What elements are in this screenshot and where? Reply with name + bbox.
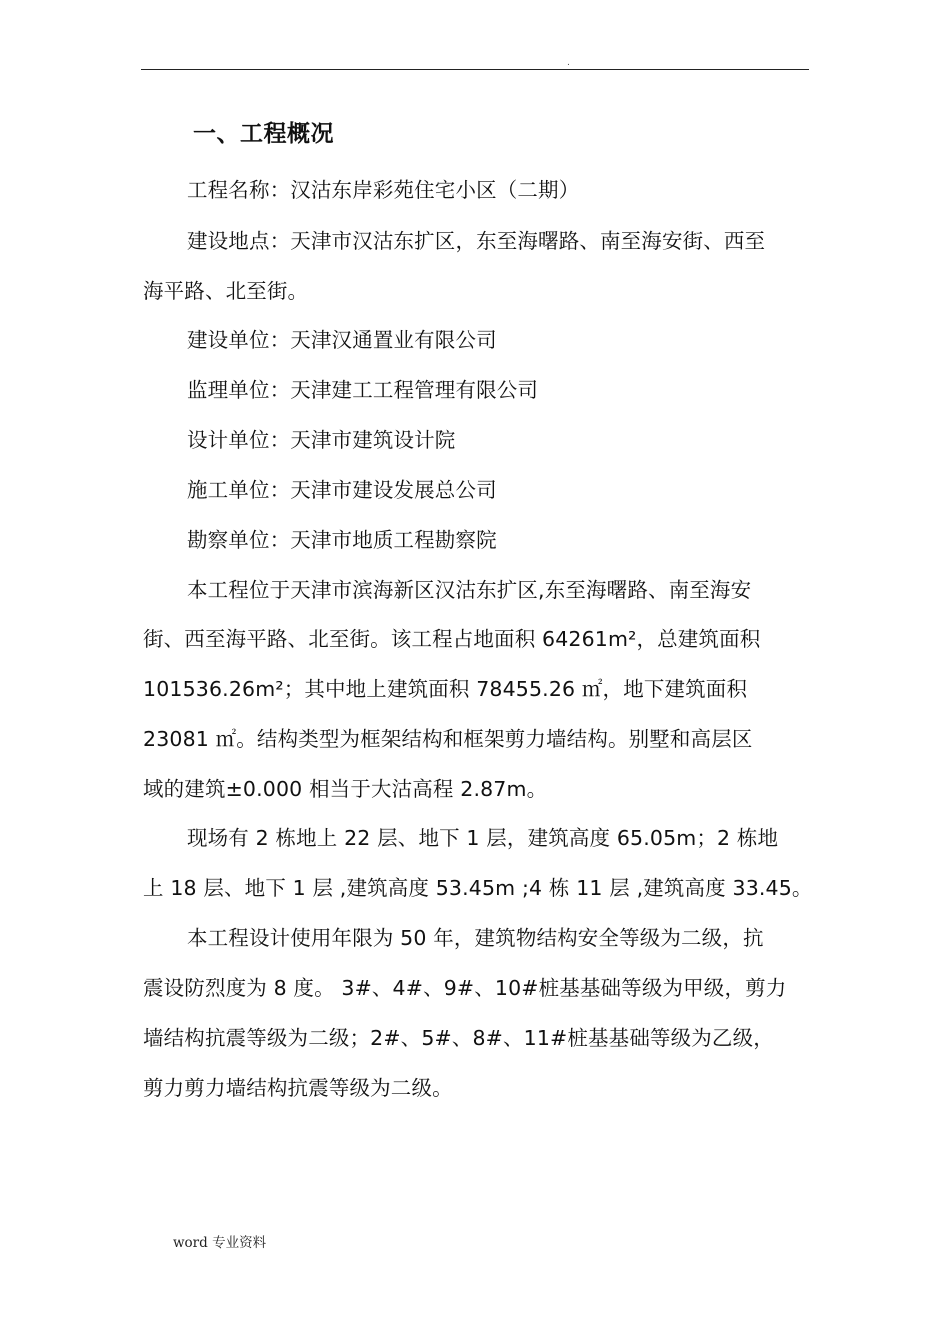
overview-paragraph-line: 街、西至海平路、北至街。该工程占地面积 64261m²，总建筑面积 <box>143 627 761 651</box>
header-mark: . <box>567 58 570 68</box>
section-title: 一、工程概况 <box>193 121 334 147</box>
surveyor-line: 勘察单位：天津市地质工程勘察院 <box>187 528 497 552</box>
project-name-line: 工程名称：汉沽东岸彩苑住宅小区（二期） <box>187 178 580 202</box>
designer-line: 设计单位：天津市建筑设计院 <box>187 428 456 452</box>
overview-paragraph-line: 本工程位于天津市滨海新区汉沽东扩区,东至海曙路、南至海安 <box>187 578 752 602</box>
design-paragraph-line: 震设防烈度为 8 度。 3#、4#、9#、10#桩基基础等级为甲级，剪力 <box>143 976 787 1000</box>
overview-paragraph-line: 23081 ㎡。结构类型为框架结构和框架剪力墙结构。别墅和高层区 <box>143 727 753 751</box>
contractor-line: 施工单位：天津市建设发展总公司 <box>187 478 497 502</box>
header-rule <box>141 69 809 70</box>
site-location-line: 建设地点：天津市汉沽东扩区，东至海曙路、南至海安街、西至 <box>187 229 766 253</box>
developer-line: 建设单位：天津汉通置业有限公司 <box>187 328 497 352</box>
design-paragraph-line: 剪力剪力墙结构抗震等级为二级。 <box>143 1076 453 1100</box>
site-location-line-cont: 海平路、北至街。 <box>143 279 309 303</box>
design-paragraph-line: 本工程设计使用年限为 50 年，建筑物结构安全等级为二级，抗 <box>187 926 764 950</box>
page-footer: word 专业资料 <box>173 1235 267 1251</box>
buildings-paragraph-line: 现场有 2 栋地上 22 层、地下 1 层，建筑高度 65.05m；2 栋地 <box>187 826 779 850</box>
design-paragraph-line: 墙结构抗震等级为二级；2#、5#、8#、11#桩基基础等级为乙级， <box>143 1026 774 1050</box>
buildings-paragraph-line: 上 18 层、地下 1 层 ,建筑高度 53.45m ;4 栋 11 层 ,建筑高度 33.45。 <box>143 876 813 900</box>
overview-paragraph-line: 域的建筑±0.000 相当于大沽高程 2.87m。 <box>143 777 548 801</box>
supervisor-line: 监理单位：天津建工工程管理有限公司 <box>187 378 539 402</box>
overview-paragraph-line: 101536.26m²；其中地上建筑面积 78455.26 ㎡，地下建筑面积 <box>143 677 748 701</box>
